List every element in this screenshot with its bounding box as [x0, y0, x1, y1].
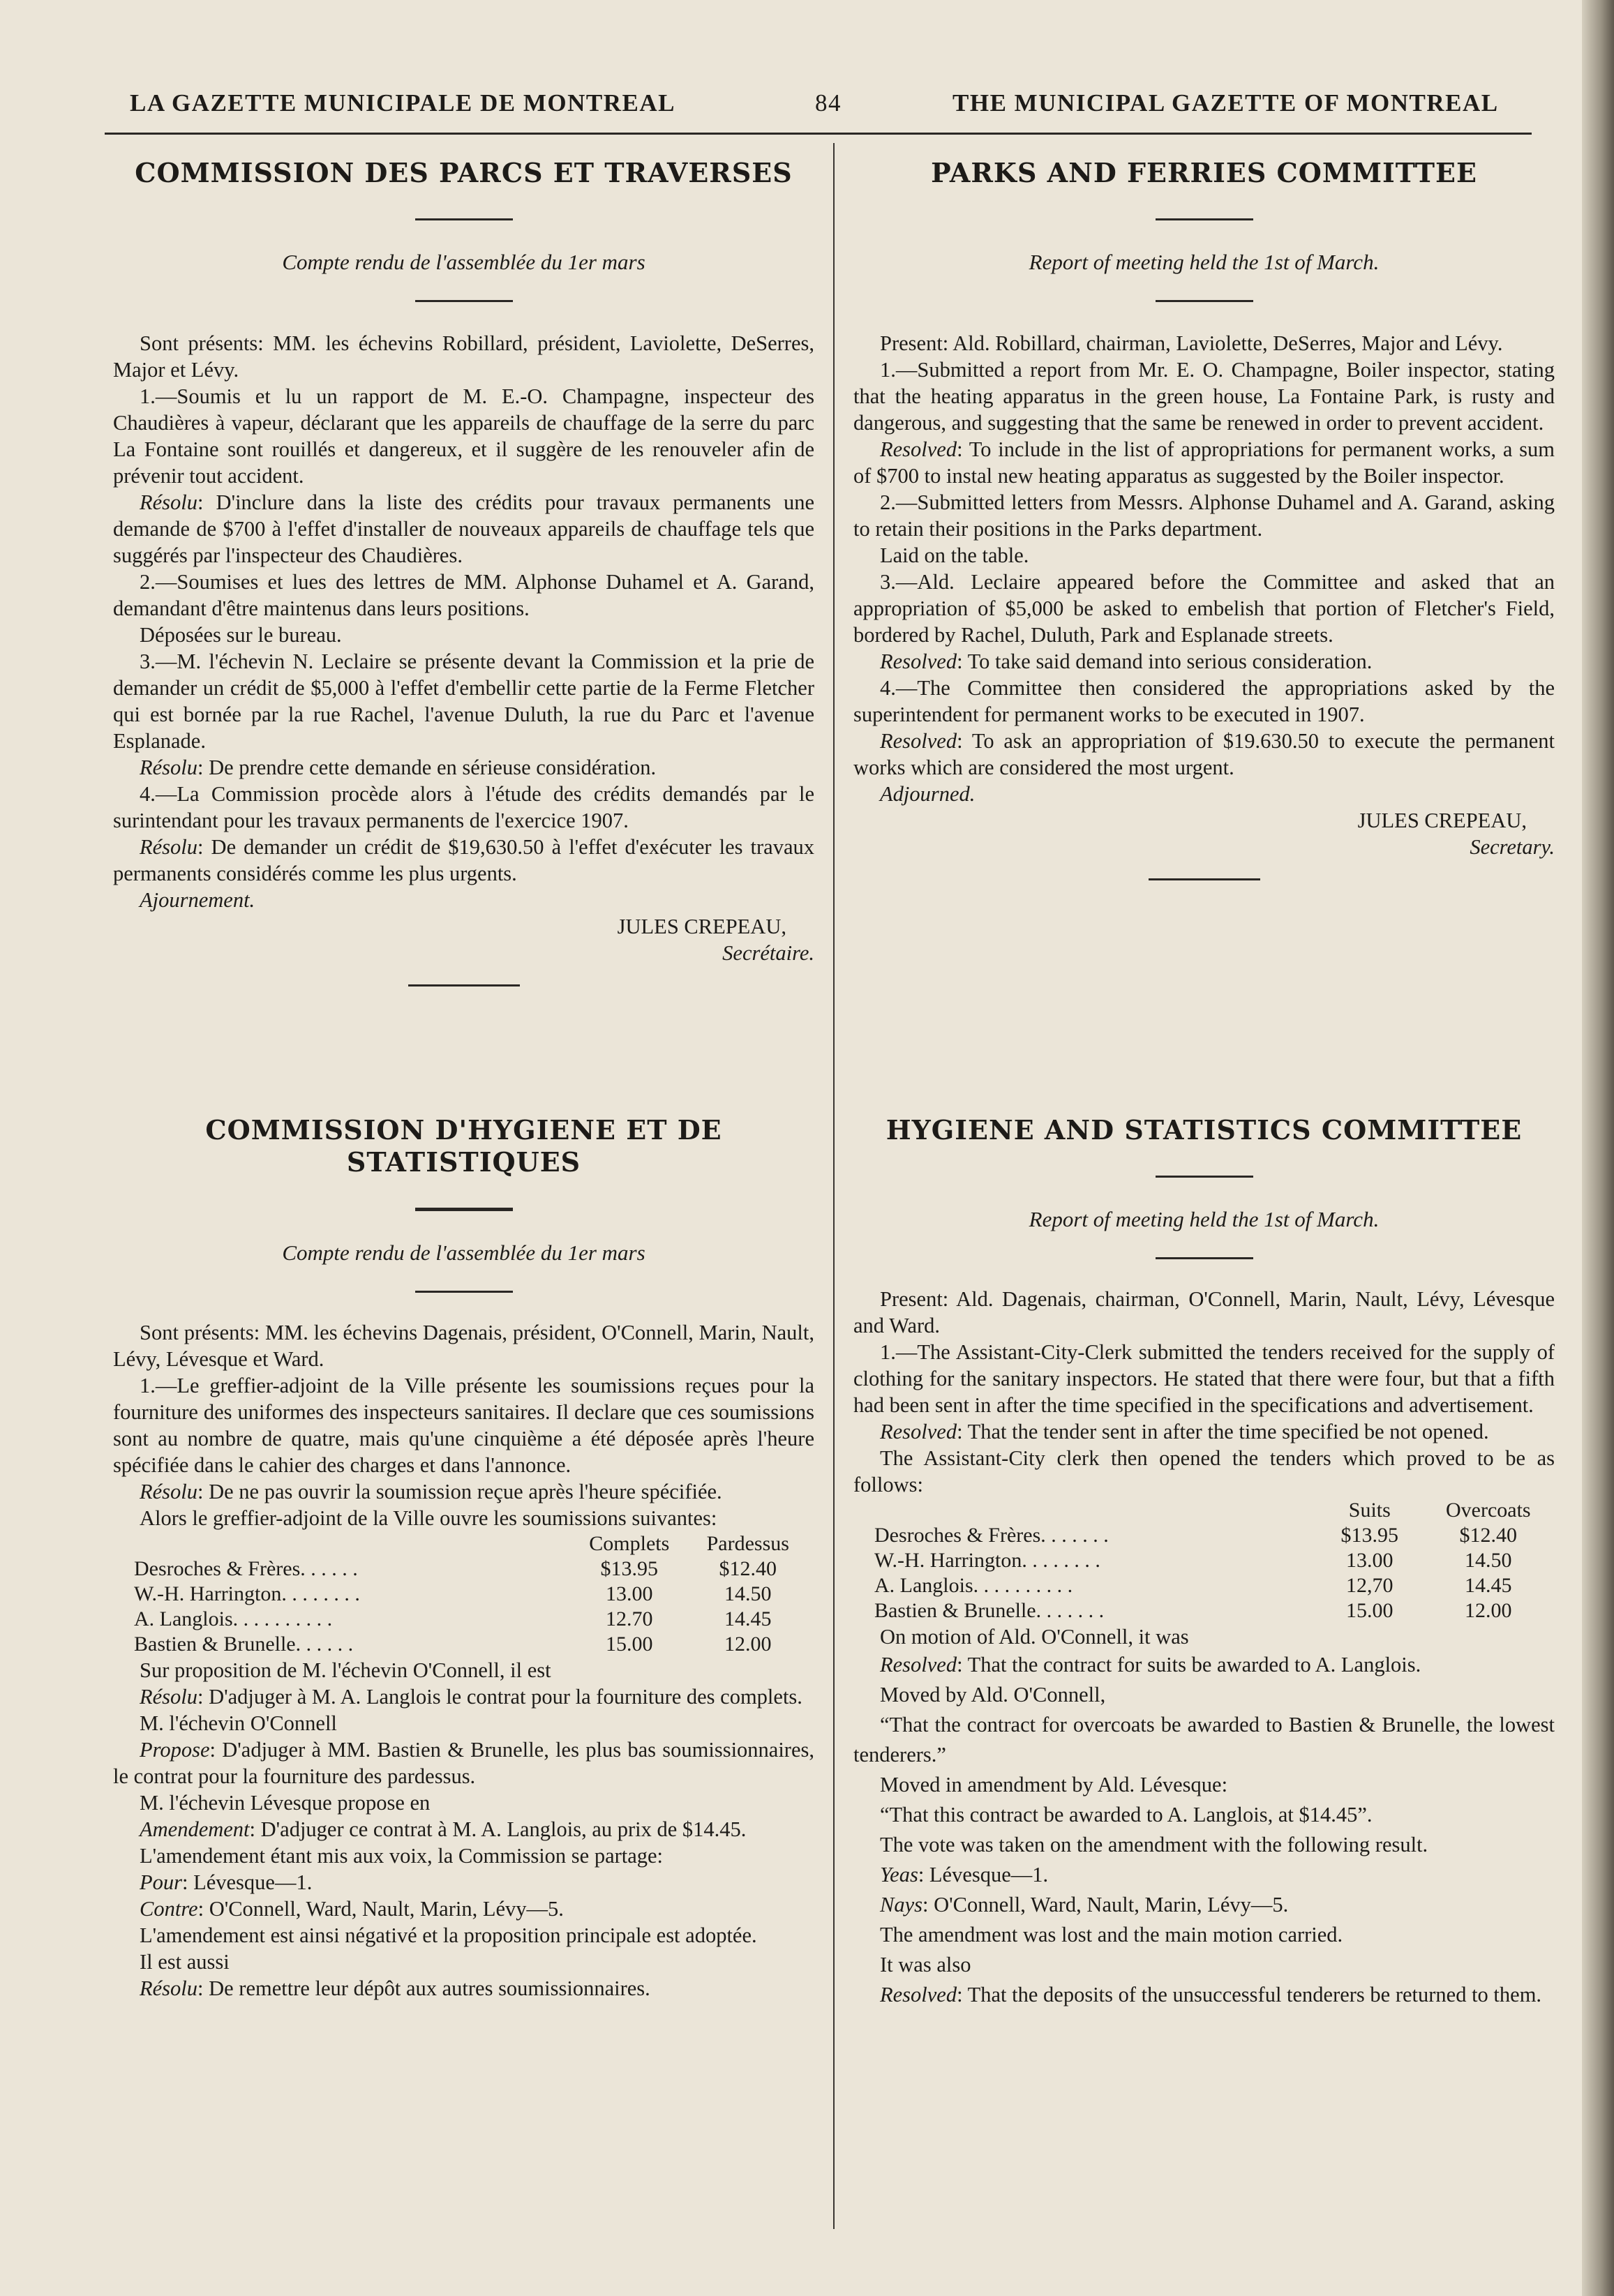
tender-value: $13.95 [600, 1557, 659, 1580]
tender-value: 13.00 [1346, 1549, 1393, 1572]
tender-value: $12.40 [719, 1557, 777, 1580]
english-column [853, 157, 1555, 2063]
fr-parks-signature: JULES CREPEAU, [617, 915, 786, 938]
table-header-row [874, 1498, 1548, 1523]
en-hyg-nays-label: Nays [880, 1893, 922, 1916]
fr-parks-signature-title: Secrétaire. [722, 941, 814, 965]
en-parks-title: PARKS AND FERRIES COMMITTEE [931, 157, 1477, 188]
en-hygiene-section [853, 1114, 1555, 2063]
en-parks-resolved-4 [853, 728, 1555, 781]
fr-hyg-pour-text: : Lévesque—1. [182, 1870, 313, 1894]
fr-hyg-para-4: M. l'échevin O'Connell [140, 1711, 337, 1735]
en-parks-resolved-4-text: : To ask an appropriation of $19.630.50 to execute the permanent works which are considered the most urgent. [853, 729, 1555, 779]
en-hyg-yeas-text: : Lévesque—1. [918, 1863, 1049, 1886]
tender-value: 14.50 [1465, 1549, 1512, 1572]
fr-tenders-table [134, 1531, 807, 1657]
en-hyg-para-7: “That this contract be awarded to A. Langlois, at $14.45”. [880, 1803, 1373, 1826]
fr-parks-rule-1 [415, 218, 513, 220]
fr-hyg-para-7: L'amendement est ainsi négativé et la proposition principale est adoptée. [140, 1923, 757, 1947]
en-parks-para-0: Present: Ald. Robillard, chairman, Laviolette, DeSerres, Major and Lévy. [880, 331, 1503, 355]
en-parks-para-2b: Laid on the table. [880, 543, 1029, 567]
fr-parks-para-0: Sont présents: MM. les échevins Robillard, président, Laviolette, DeSerres, Major et Lévy. [113, 331, 814, 382]
en-hyg-para-3: On motion of Ald. O'Connell, it was [880, 1625, 1189, 1649]
tender-value: $12.40 [1459, 1524, 1518, 1547]
fr-hyg-pour-label: Pour [140, 1870, 182, 1894]
table-row [134, 1607, 807, 1632]
en-hyg-nays-text: : O'Connell, Ward, Nault, Marin, Lévy—5. [922, 1893, 1289, 1916]
fr-hyg-contre-text: : O'Connell, Ward, Nault, Marin, Lévy—5. [197, 1897, 564, 1921]
en-parks-signature-title: Secretary. [1470, 835, 1555, 859]
en-hyg-resolved-1-label: Resolved [880, 1420, 957, 1443]
fr-hyg-amendement-label: Amendement [140, 1817, 250, 1841]
fr-hyg-pour [113, 1869, 814, 1896]
header-left-title: LA GAZETTE MUNICIPALE DE MONTREAL [130, 89, 676, 117]
en-hyg-rule-2 [1156, 1257, 1253, 1259]
fr-hyg-resolved-3 [113, 1975, 814, 2002]
fr-hyg-para-6: L'amendement étant mis aux voix, la Commission se partage: [140, 1844, 664, 1868]
tender-name: A. Langlois. . . . . . . . . . [874, 1574, 1073, 1597]
table-header-row [134, 1531, 807, 1556]
en-parks-end-rule [1149, 878, 1260, 880]
table-row [874, 1573, 1548, 1598]
fr-hyg-resolved-1-label: Résolu [140, 1480, 198, 1503]
en-parks-para-4: 4.—The Committee then considered the appropriations asked by the superintendent for permanent works to be executed in 1907. [853, 676, 1555, 726]
fr-hygiene-section [113, 1114, 814, 2063]
header-rule [105, 133, 1532, 135]
en-hyg-resolved-2-text: : That the contract for suits be awarded to A. Langlois. [957, 1653, 1421, 1676]
fr-hyg-rule-2 [415, 1291, 513, 1293]
fr-hyg-para-5: M. l'échevin Lévesque propose en [140, 1791, 431, 1815]
page-header [105, 89, 1528, 124]
en-parks-resolved-4-label: Resolved [880, 729, 957, 753]
en-tenders-table [874, 1498, 1548, 1623]
tender-name: Desroches & Frères. . . . . . [134, 1557, 358, 1580]
fr-hyg-resolved-2-text: : D'adjuger à M. A. Langlois le contrat pour la fourniture des complets. [197, 1685, 802, 1709]
en-parks-section [853, 157, 1555, 1114]
french-column [113, 157, 814, 2063]
en-hyg-para-2: The Assistant-City clerk then opened the tenders which proved to be as follows: [853, 1446, 1555, 1496]
fr-parks-para-1: 1.—Soumis et lu un rapport de M. E.-O. Champagne, inspecteur des Chaudières à vapeur, déclarant que les appareils de chauffage de la serre du parc La Fontaine sont rouillés et dangereux, et il suggère de les renouveler afin de prévenir tout accident. [113, 384, 814, 488]
fr-hyg-amendement-text: : D'adjuger ce contrat à M. A. Langlois, au prix de $14.45. [249, 1817, 747, 1841]
en-parks-resolved-1 [853, 436, 1555, 489]
fr-hyg-amendement [113, 1816, 814, 1843]
en-hyg-para-5: “That the contract for overcoats be awarded to Bastien & Brunelle, the lowest tenderers.” [853, 1713, 1555, 1766]
fr-col-pardessus: Pardessus [706, 1532, 789, 1555]
tender-name: Desroches & Frères. . . . . . . [874, 1524, 1109, 1547]
fr-col-complets: Complets [589, 1532, 670, 1555]
en-parks-para-1: 1.—Submitted a report from Mr. E. O. Champagne, Boiler inspector, stating that the heating apparatus in the green house, La Fontaine Park, is rusty and dangerous, and suggesting that the same be renewed in order to prevent accident. [853, 358, 1555, 435]
en-hyg-resolved-3-text: : That the deposits of the unsuccessful tenderers be returned to them. [957, 1983, 1542, 2006]
fr-parks-resolved-1-text: : D'inclure dans la liste des crédits pour travaux permanents une demande de $700 à l'effet d'installer de nouveaux appareils de chauffage tels que suggérés par l'inspecteur des Chaudières. [113, 490, 814, 567]
page-number: 84 [815, 89, 842, 117]
fr-parks-para-3: 3.—M. l'échevin N. Leclaire se présente devant la Commission et la prie de demander un crédit de $5,000 à l'effet d'embellir cette partie de la Ferme Fletcher qui est bornée par la rue Rachel, l'avenue Duluth, la rue du Parc et l'avenue Esplanade. [113, 650, 814, 753]
en-hyg-rule-1 [1156, 1176, 1253, 1178]
en-hyg-yeas [853, 1860, 1555, 1890]
fr-hyg-title: COMMISSION D'HYGIENE ET DE STATISTIQUES [205, 1114, 722, 1178]
tender-value: 12.70 [606, 1607, 653, 1630]
fr-parks-resolved-3 [113, 754, 814, 781]
tender-value: 13.00 [606, 1582, 653, 1605]
tender-name: W.-H. Harrington. . . . . . . . [134, 1582, 360, 1605]
en-hyg-para-1: 1.—The Assistant-City-Clerk submitted the tenders received for the supply of clothing for the sanitary inspectors. He stated that there were four, but that a fifth had been sent in after the time specified in the specifications and advertisement. [853, 1340, 1555, 1417]
fr-hyg-contre-label: Contre [140, 1897, 198, 1921]
tender-value: 15.00 [606, 1633, 653, 1656]
en-col-overcoats: Overcoats [1445, 1499, 1531, 1522]
en-parks-resolved-1-label: Resolved [880, 437, 957, 461]
en-parks-adjourn: Adjourned. [880, 782, 976, 806]
table-row [134, 1632, 807, 1657]
fr-parks-rule-2 [415, 300, 513, 302]
tender-value: 12,70 [1346, 1574, 1393, 1597]
fr-hyg-contre [113, 1896, 814, 1922]
fr-hyg-para-8: Il est aussi [140, 1950, 230, 1974]
en-parks-resolved-3-text: : To take said demand into serious consideration. [957, 650, 1373, 673]
fr-hyg-propose-label: Propose [140, 1738, 210, 1762]
en-hyg-yeas-label: Yeas [880, 1863, 918, 1886]
fr-parks-para-4: 4.—La Commission procède alors à l'étude des crédits demandés par le surintendant pour les travaux permanents de l'exercice 1907. [113, 782, 814, 832]
en-parks-rule-1 [1156, 218, 1253, 220]
header-right-title: THE MUNICIPAL GAZETTE OF MONTREAL [952, 89, 1499, 117]
en-parks-para-3: 3.—Ald. Leclaire appeared before the Committee and asked that an appropriation of $5,000 be asked to embelish that portion of Fletcher's Field, bordered by Rachel, Duluth, Park and Esplanade streets. [853, 570, 1555, 647]
fr-hyg-propose-text: : D'adjuger à MM. Bastien & Brunelle, les plus bas soumissionnaires, le contrat pour la fourniture des pardessus. [113, 1738, 814, 1788]
fr-parks-resolved-1 [113, 489, 814, 569]
fr-parks-adjourn: Ajournement. [140, 888, 255, 912]
fr-hyg-resolved-3-label: Résolu [140, 1976, 198, 2000]
en-hyg-subtitle: Report of meeting held the 1st of March. [1029, 1207, 1380, 1231]
fr-hyg-resolved-3-text: : De remettre leur dépôt aux autres soumissionnaires. [197, 1976, 650, 2000]
tender-name: Bastien & Brunelle. . . . . . [134, 1633, 354, 1656]
fr-hyg-para-3: Sur proposition de M. l'échevin O'Connell, il est [140, 1658, 551, 1682]
fr-parks-resolved-4 [113, 834, 814, 887]
page-binding-shadow [1582, 0, 1614, 2296]
tender-name: Bastien & Brunelle. . . . . . . [874, 1599, 1105, 1622]
fr-hyg-resolved-1 [113, 1478, 814, 1505]
en-parks-subtitle: Report of meeting held the 1st of March. [1029, 250, 1380, 274]
fr-parks-resolved-3-text: : De prendre cette demande en sérieuse considération. [197, 756, 657, 779]
table-row [874, 1548, 1548, 1573]
tender-value: 14.45 [724, 1607, 772, 1630]
tender-name: A. Langlois. . . . . . . . . . [134, 1607, 333, 1630]
en-hyg-resolved-1 [853, 1418, 1555, 1445]
tender-value: 12.00 [724, 1633, 772, 1656]
en-hyg-title: HYGIENE AND STATISTICS COMMITTEE [886, 1114, 1523, 1146]
tender-value: 12.00 [1465, 1599, 1512, 1622]
fr-parks-subtitle: Compte rendu de l'assemblée du 1er mars [282, 250, 645, 274]
en-hyg-resolved-1-text: : That the tender sent in after the time specified be not opened. [957, 1420, 1489, 1443]
tender-value: 15.00 [1346, 1599, 1393, 1622]
en-hyg-resolved-2 [853, 1650, 1555, 1680]
fr-hyg-para-2: Alors le greffier-adjoint de la Ville ouvre les soumissions suivantes: [140, 1506, 717, 1530]
en-hyg-para-4: Moved by Ald. O'Connell, [880, 1683, 1106, 1706]
fr-parks-para-2: 2.—Soumises et lues des lettres de MM. Alphonse Duhamel et A. Garand, demandant d'être maintenus dans leurs positions. [113, 570, 814, 620]
fr-parks-resolved-4-label: Résolu [140, 835, 198, 859]
en-hyg-para-6: Moved in amendment by Ald. Lévesque: [880, 1773, 1228, 1796]
en-parks-resolved-3 [853, 648, 1555, 675]
table-row [874, 1598, 1548, 1623]
table-row [134, 1582, 807, 1607]
fr-hyg-resolved-2 [113, 1683, 814, 1710]
fr-hyg-para-1: 1.—Le greffier-adjoint de la Ville présente les soumissions reçues pour la fourniture des uniformes des inspecteurs sanitaires. Il declare que ces soumissions sont au nombre de quatre, mais qu'une cinquième a été déposée après l'heure spécifiée dans le cahier des charges et dans l'annonce. [113, 1374, 814, 1477]
fr-hyg-subtitle: Compte rendu de l'assemblée du 1er mars [282, 1240, 645, 1265]
column-divider [833, 143, 835, 2229]
table-row [874, 1523, 1548, 1548]
en-hyg-resolved-3 [853, 1980, 1555, 2010]
fr-parks-title: COMMISSION DES PARCS ET TRAVERSES [135, 157, 793, 188]
en-hyg-resolved-2-label: Resolved [880, 1653, 957, 1676]
en-col-suits: Suits [1348, 1499, 1391, 1522]
fr-hyg-para-0: Sont présents: MM. les échevins Dagenais, président, O'Connell, Marin, Nault, Lévy, Lévesque et Ward. [113, 1321, 814, 1371]
fr-parks-resolved-3-label: Résolu [140, 756, 198, 779]
tender-value: 14.50 [724, 1582, 772, 1605]
en-hyg-para-0: Present: Ald. Dagenais, chairman, O'Connell, Marin, Nault, Lévy, Lévesque and Ward. [853, 1287, 1555, 1337]
en-parks-resolved-3-label: Resolved [880, 650, 957, 673]
en-hyg-nays [853, 1890, 1555, 1920]
table-row [134, 1556, 807, 1582]
fr-parks-end-rule [408, 984, 520, 986]
fr-parks-resolved-1-label: Résolu [140, 490, 198, 514]
en-parks-signature: JULES CREPEAU, [1357, 809, 1527, 832]
fr-hyg-rule-1 [415, 1208, 513, 1211]
en-hyg-para-8: The vote was taken on the amendment with the following result. [880, 1833, 1428, 1856]
en-parks-rule-2 [1156, 300, 1253, 302]
tender-name: W.-H. Harrington. . . . . . . . [874, 1549, 1100, 1572]
en-parks-resolved-1-text: : To include in the list of appropriations for permanent works, a sum of $700 to instal new heating apparatus as suggested by the Boiler inspector. [853, 437, 1555, 488]
fr-hyg-resolved-2-label: Résolu [140, 1685, 198, 1709]
tender-value: 14.45 [1465, 1574, 1512, 1597]
fr-parks-para-2b: Déposées sur le bureau. [140, 623, 342, 647]
en-hyg-para-9: The amendment was lost and the main motion carried. [880, 1923, 1343, 1946]
fr-parks-resolved-4-text: : De demander un crédit de $19,630.50 à l'effet d'exécuter les travaux permanents considérés comme les plus urgents. [113, 835, 814, 885]
en-hyg-resolved-3-label: Resolved [880, 1983, 957, 2006]
fr-hyg-resolved-1-text: : De ne pas ouvrir la soumission reçue après l'heure spécifiée. [197, 1480, 722, 1503]
en-hyg-para-10: It was also [880, 1953, 971, 1976]
tender-value: $13.95 [1340, 1524, 1399, 1547]
fr-parks-section [113, 157, 814, 1114]
fr-hyg-propose [113, 1736, 814, 1789]
en-parks-para-2: 2.—Submitted letters from Messrs. Alphonse Duhamel and A. Garand, asking to retain their positions in the Parks department. [853, 490, 1555, 541]
